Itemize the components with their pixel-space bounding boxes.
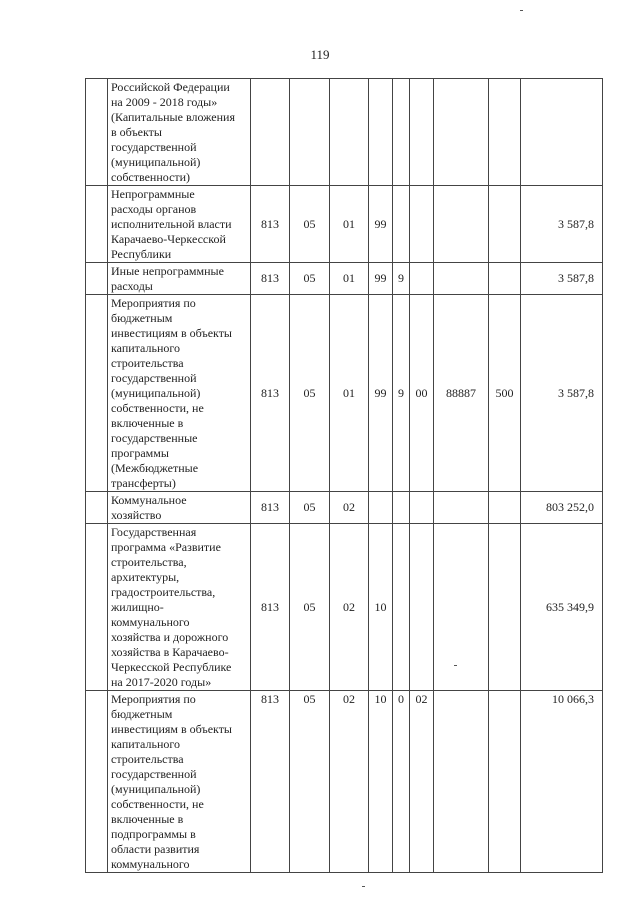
expense-name-cell: Государственная программа «Развитие строительства, архитектуры, градостроительства, жилищно- коммунального хозяйства и дорожного хозяйства в Карачаево- Черкесской Республике на 2017-2020 годы»: [108, 524, 251, 691]
table-row: [86, 492, 603, 524]
ministry-code-cell: 813: [251, 492, 290, 524]
section-code-cell: 05: [290, 524, 330, 691]
expense-type-cell: [489, 492, 521, 524]
target-code-cell: [434, 492, 489, 524]
subprogram-code-cell: [393, 524, 410, 691]
row-number-cell: [86, 263, 108, 295]
subprogram-code-cell: 0: [393, 691, 410, 873]
expense-name-cell: Коммунальное хозяйство: [108, 492, 251, 524]
target-code-cell: 88887: [434, 295, 489, 492]
direction-code-cell: [410, 79, 434, 186]
subsection-code-cell: 02: [330, 524, 369, 691]
subsection-code-cell: 02: [330, 691, 369, 873]
expense-type-cell: 500: [489, 295, 521, 492]
expense-type-cell: [489, 263, 521, 295]
amount-cell: 10 066,3: [521, 691, 603, 873]
section-code-cell: 05: [290, 691, 330, 873]
budget-table: [85, 78, 603, 873]
subsection-code-cell: 01: [330, 295, 369, 492]
program-code-cell: 10: [369, 691, 393, 873]
row-number-cell: [86, 79, 108, 186]
program-code-cell: [369, 492, 393, 524]
expense-name-cell: Мероприятия по бюджетным инвестициям в объекты капитального строительства государственной (муниципальной) собственности, не включенные в подпрограммы в области развития коммунального: [108, 691, 251, 873]
row-number-cell: [86, 295, 108, 492]
ministry-code-cell: 813: [251, 691, 290, 873]
program-code-cell: 99: [369, 263, 393, 295]
target-code-cell: [434, 186, 489, 263]
section-code-cell: [290, 79, 330, 186]
direction-code-cell: [410, 524, 434, 691]
amount-cell: 3 587,8: [521, 186, 603, 263]
subprogram-code-cell: 9: [393, 263, 410, 295]
program-code-cell: 10: [369, 524, 393, 691]
amount-cell: [521, 79, 603, 186]
table-row: [86, 295, 603, 492]
ministry-code-cell: [251, 79, 290, 186]
section-code-cell: 05: [290, 186, 330, 263]
subsection-code-cell: [330, 79, 369, 186]
subprogram-code-cell: [393, 492, 410, 524]
target-code-cell: [434, 263, 489, 295]
amount-cell: 635 349,9: [521, 524, 603, 691]
expense-type-cell: [489, 186, 521, 263]
table-row: [86, 524, 603, 691]
table-row: [86, 79, 603, 186]
row-number-cell: [86, 524, 108, 691]
target-code-cell: [434, 691, 489, 873]
expense-type-cell: [489, 691, 521, 873]
expense-name-cell: Мероприятия по бюджетным инвестициям в объекты капитального строительства государственной (муниципальной) собственности, не включенные в государственные программы (Межбюджетные трансферты): [108, 295, 251, 492]
direction-code-cell: 02: [410, 691, 434, 873]
page-number: 119: [310, 47, 330, 62]
expense-type-cell: [489, 79, 521, 186]
subsection-code-cell: 01: [330, 186, 369, 263]
program-code-cell: 99: [369, 295, 393, 492]
row-number-cell: [86, 691, 108, 873]
scan-speck: [454, 665, 457, 666]
ministry-code-cell: 813: [251, 295, 290, 492]
target-code-cell: [434, 524, 489, 691]
direction-code-cell: [410, 263, 434, 295]
scan-speck: [520, 10, 523, 11]
expense-name-cell: Иные непрограммные расходы: [108, 263, 251, 295]
row-number-cell: [86, 186, 108, 263]
subprogram-code-cell: 9: [393, 295, 410, 492]
direction-code-cell: [410, 492, 434, 524]
expense-name-cell: Российской Федерации на 2009 - 2018 годы» (Капитальные вложения в объекты государственной (муниципальной) собственности): [108, 79, 251, 186]
table-row: [86, 691, 603, 873]
direction-code-cell: 00: [410, 295, 434, 492]
subsection-code-cell: 01: [330, 263, 369, 295]
ministry-code-cell: 813: [251, 186, 290, 263]
ministry-code-cell: 813: [251, 524, 290, 691]
expense-name-cell: Непрограммные расходы органов исполнительной власти Карачаево-Черкесской Республики: [108, 186, 251, 263]
direction-code-cell: [410, 186, 434, 263]
table-row: [86, 186, 603, 263]
table-row: [86, 263, 603, 295]
row-number-cell: [86, 492, 108, 524]
program-code-cell: [369, 79, 393, 186]
section-code-cell: 05: [290, 295, 330, 492]
section-code-cell: 05: [290, 263, 330, 295]
subsection-code-cell: 02: [330, 492, 369, 524]
section-code-cell: 05: [290, 492, 330, 524]
program-code-cell: 99: [369, 186, 393, 263]
amount-cell: 803 252,0: [521, 492, 603, 524]
expense-type-cell: [489, 524, 521, 691]
amount-cell: 3 587,8: [521, 295, 603, 492]
subprogram-code-cell: [393, 186, 410, 263]
target-code-cell: [434, 79, 489, 186]
scan-speck: [362, 886, 365, 887]
subprogram-code-cell: [393, 79, 410, 186]
amount-cell: 3 587,8: [521, 263, 603, 295]
ministry-code-cell: 813: [251, 263, 290, 295]
